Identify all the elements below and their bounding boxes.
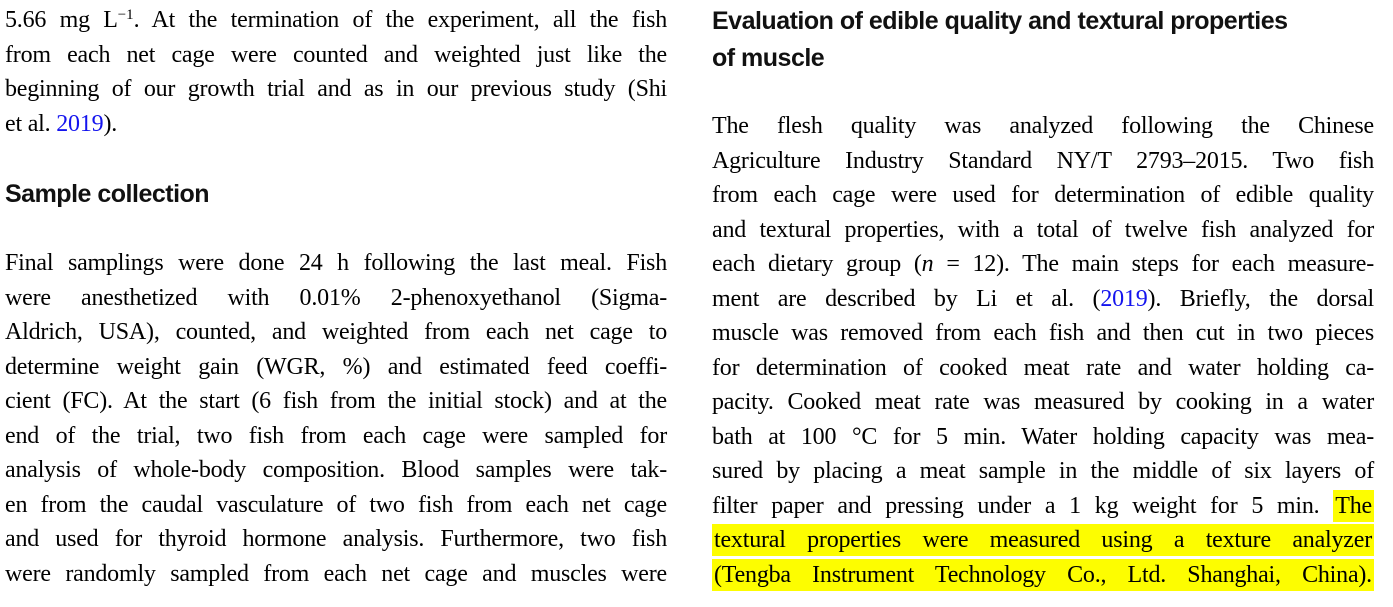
text-segment: muscle was removed from each fish and then cut in two pieces — [712, 320, 1374, 346]
text-line — [712, 213, 1374, 248]
text-line — [5, 72, 667, 107]
text-segment: en from the caudal vasculature of two fish from each net cage — [5, 491, 667, 518]
text-segment: each dietary group ( — [712, 251, 922, 277]
text-segment: Agriculture Industry Standard NY/T 2793–2015. Two fish — [712, 147, 1374, 174]
text-line — [712, 178, 1374, 213]
text-line — [712, 454, 1374, 489]
text-line — [5, 246, 667, 281]
text-segment: beginning of our growth trial and as in our previous study (Shi — [5, 76, 667, 102]
text-segment: et al. — [5, 110, 57, 137]
section-heading-evaluation — [712, 3, 1374, 77]
text-line — [5, 384, 667, 419]
text-line — [5, 38, 667, 73]
text-segment: were randomly sampled from each net cage and muscles were — [5, 560, 667, 587]
text-line — [712, 282, 1374, 317]
text-line — [5, 488, 667, 523]
text-line — [712, 316, 1374, 351]
citation-link[interactable]: 2019 — [1100, 285, 1148, 312]
text-segment: and used for thyroid hormone analysis. Furthermore, two fish — [5, 526, 667, 552]
text-segment: were anesthetized with 0.01% 2-phenoxyethanol (Sigma- — [5, 284, 667, 311]
section-heading-sample-collection: Sample collection — [5, 180, 210, 208]
text-line — [5, 350, 667, 385]
left-paragraph-2 — [5, 246, 667, 591]
text-segment: cient (FC). At the start (6 fish from the initial stock) and at the — [5, 388, 667, 414]
highlighted-text: The — [1333, 490, 1374, 522]
text-line — [5, 419, 667, 454]
text-line — [5, 107, 667, 142]
text-line — [5, 557, 667, 592]
text-segment: for determination of cooked meat rate and water holding ca- — [712, 354, 1374, 381]
text-segment: ment are described by Li et al. ( — [712, 285, 1101, 312]
citation-link[interactable]: 2019 — [56, 110, 104, 137]
text-line — [5, 315, 667, 350]
highlighted-text: (Tengba Instrument Technology Co., Ltd. Shanghai, China). — [712, 559, 1374, 591]
text-line — [5, 3, 667, 38]
text-segment: and textural properties, with a total of twelve fish analyzed for — [712, 216, 1374, 243]
text-segment: Aldrich, USA), counted, and weighted from each net cage to — [5, 319, 667, 345]
text-segment: pacity. Cooked meat rate was measured by cooking in a water — [712, 389, 1374, 415]
text-line — [712, 351, 1374, 386]
text-line — [5, 281, 667, 316]
text-segment: from each net cage were counted and weighted just like the — [5, 41, 667, 68]
text-segment: determine weight gain (WGR, %) and estimated feed coeffi- — [5, 353, 667, 380]
text-segment: 5.66 mg L — [5, 7, 118, 33]
text-line — [712, 558, 1374, 593]
text-line — [712, 523, 1374, 558]
heading-line-1: Evaluation of edible quality and textural properties — [712, 7, 1288, 35]
text-segment: from each cage were used for determination of edible quality — [712, 182, 1374, 208]
right-column — [712, 0, 1374, 592]
italic-text: n — [921, 251, 934, 277]
text-segment: end of the trial, two fish from each cage were sampled for — [5, 422, 667, 449]
text-line — [712, 109, 1374, 144]
heading-line-2: of muscle — [712, 44, 825, 72]
text-segment: The flesh quality was analyzed following the Chinese — [712, 113, 1374, 139]
text-segment: . At the termination of the experiment, all the fish — [133, 7, 668, 33]
text-segment: Final samplings were done 24 h following the last meal. Fish — [5, 250, 667, 276]
left-paragraph-1 — [5, 3, 667, 141]
text-segment: bath at 100 °C for 5 min. Water holding capacity was mea- — [712, 423, 1374, 450]
text-segment: sured by placing a meat sample in the middle of six layers of — [712, 458, 1374, 484]
text-line — [712, 144, 1374, 179]
text-segment: ). Briefly, the dorsal — [1147, 285, 1374, 312]
text-line — [5, 522, 667, 557]
text-segment: = 12). The main steps for each measure- — [933, 251, 1374, 277]
text-segment: ). — [103, 110, 118, 137]
text-line — [5, 453, 667, 488]
highlighted-text: textural properties were measured using a texture analyzer — [712, 524, 1374, 556]
text-line — [712, 247, 1374, 282]
superscript-text: −1 — [117, 6, 134, 23]
text-segment: analysis of whole-body composition. Blood samples were tak- — [5, 457, 667, 483]
text-segment: filter paper and pressing under a 1 kg weight for 5 min. — [712, 492, 1334, 519]
right-paragraph-1 — [712, 109, 1374, 592]
left-column — [5, 0, 667, 591]
text-line — [712, 385, 1374, 420]
text-line — [712, 489, 1374, 524]
text-line — [712, 420, 1374, 455]
